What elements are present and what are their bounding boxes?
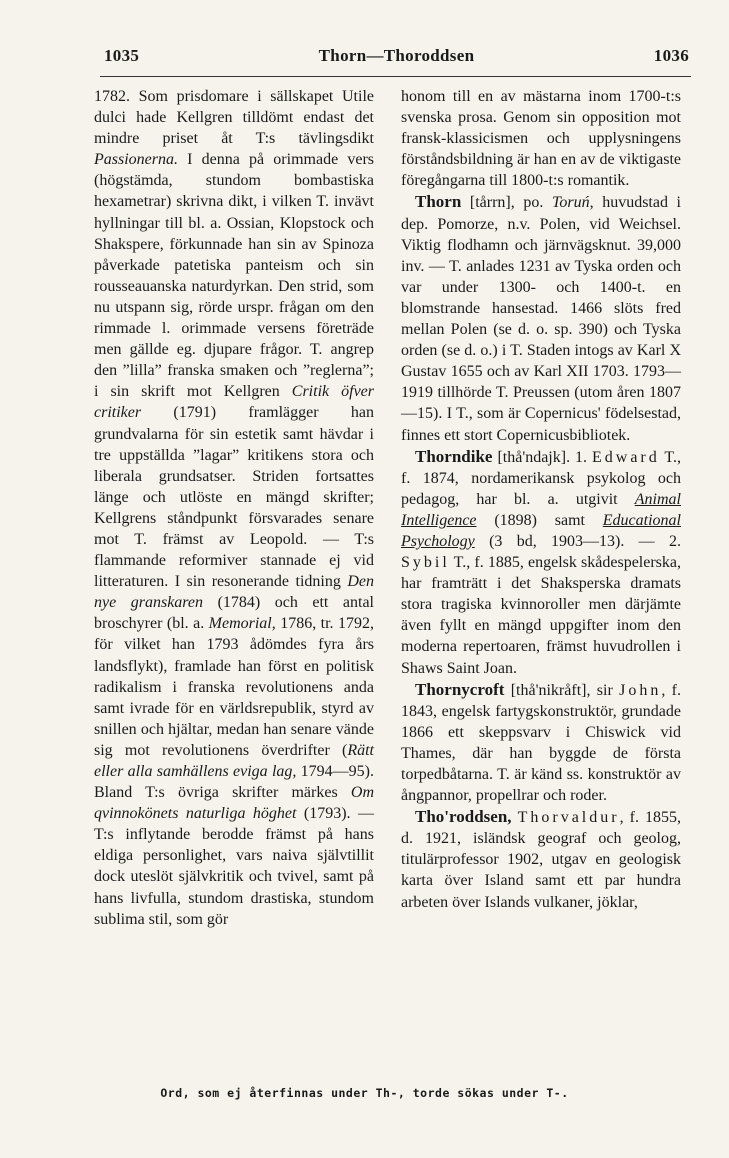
page-number-left: 1035 xyxy=(104,46,140,65)
entry-thorn: Thorn [tårrn], po. Toruń, huvudstad i dep. Pomorze, n.v. Polen, vid Weichsel. Viktig flodhamn och järnvägsknut. 39,000 inv. — T. anlades 1231 av Tyska orden och var under 1300- och 1400-t. en blomstrande hansestad. 1466 slöts fred mellan Polen (se d. o. sp. 390) och Tyska orden (se d. o.) i T. Staden intogs av Karl X Gustav 1655 och av Karl XII 1703. 1793—1919 tillhörde T. Preussen (utom åren 1807—15). I T., som är Copernicus' födelsestad, finnes ett stort Copernicusbibliotek. xyxy=(401,192,681,444)
continuation-text: honom till en av mästarna inom 1700-t:s svenska prosa. Genom sin opposition mot fransk-klassicismen och upplysningens förståndsbildning är han en av de viktigaste föregångarna till 1800-t:s romantik. xyxy=(401,88,681,190)
thorild-entry-continuation: 1782. Som prisdomare i sällskapet Utile dulci hade Kellgren tilldömt endast det mindre priset åt T:s tävlingsdikt Passionerna. I denna på orimmade vers (högstämda, stundom bombastiska hexametrar) skrivna dikt, i vilken T. invävt hyllningar till bl. a. Ossian, Klopstock och Shakspere, förkunnade han sin av Spinoza påverkade patetiska panteism och sin rousseauanska naturdyrkan. Den strid, som nu utspann sig, rörde urspr. frågan om den rimmade l. orimmade versens företräde men gällde eg. djupare frågor. T. angrep den ”lilla” franska smaken och ”reglerna”; i sin skrift mot Kellgren Critik öfver critiker (1791) framlägger han grundvalarna för sin estetik samt hävdar i tre uppställda ”lagar” kritikens stora och liberala grundsatser. Striden fortsattes länge och utlöste en mängd skrifter; Kellgrens ståndpunkt försvarades senare mot T. främst av Leopold. — T:s flammande reformiver stannade ej vid litteraturen. I sin resonerande tidning Den nye granskaren (1784) och ett antal broschyrer (bl. a. Memorial, 1786, tr. 1792, för vilket han 1793 ådömdes fyra års landsflykt), framlade han först en politisk radikalism i franska revolutionens anda samt ivrade för en världsrepublik, styrd av snillen och hjältar, medan han senare vände sig mot revolutionens överdrifter (Rätt eller alla samhällens eviga lag, 1794—95). Bland T:s övriga skrifter märkes Om qvinnokönets naturliga höghet (1793). — T:s inflytande berodde främst på hans eldiga personlighet, vars naiva självtillit dock uteslöt självkritik och tvivel, samt på hans livfulla, stundom drastiska, stundom sublima stil, som gör xyxy=(94,88,375,928)
entry-thorndike: Thorndike [thå'ndajk]. 1. Edward T., f. 1874, nordamerikansk psykolog och pedagog, har bl. a. utgivit Animal Intelligence (1898) samt Educational Psychology (3 bd, 1903—13). — 2. Sybil T., f. 1885, engelsk skådespelerska, har framträtt i det Shaksperska dramats stora tragiska kvinnoroller men därjämte även fyllt en mängd uppgifter inom den moderna repertoaren, främst huvudrollen i Shaws Saint Joan. xyxy=(401,446,681,677)
headword-thornycroft: Thornycroft xyxy=(415,679,505,699)
headword-thoroddsen: Tho'roddsen, xyxy=(415,807,512,827)
left-column xyxy=(94,86,374,930)
page-number-right: 1036 xyxy=(653,46,689,65)
headword-thorn: Thorn xyxy=(415,192,462,212)
entry-thoroddsen: Tho'roddsen, Thorvaldur, f. 1855, d. 1921, isländsk geograf och geolog, titulärprofessor 1902, utgav en geologisk karta över Island samt ett par hundra arbeten över Islands vulkaner, jöklar, xyxy=(401,807,682,911)
right-column xyxy=(401,86,681,913)
page-header xyxy=(104,40,689,74)
entry-thornycroft: Thornycroft [thå'nikråft], sir John, f. 1843, engelsk fartygskonstruktör, grundade 1866 ett skeppsvarv i Chiswick vid Thames, där han byggde de första torpedbåtarna. T. är känd ss. konstruktör av ångpannor, propellrar och roder. xyxy=(401,679,682,805)
footer-note: Ord, som ej återfinnas under Th-, torde sökas under T-. xyxy=(160,1086,569,1100)
running-title: Thorn—Thoroddsen xyxy=(318,46,475,65)
header-rule xyxy=(100,76,691,77)
headword-thorndike: Thorndike xyxy=(415,446,493,466)
